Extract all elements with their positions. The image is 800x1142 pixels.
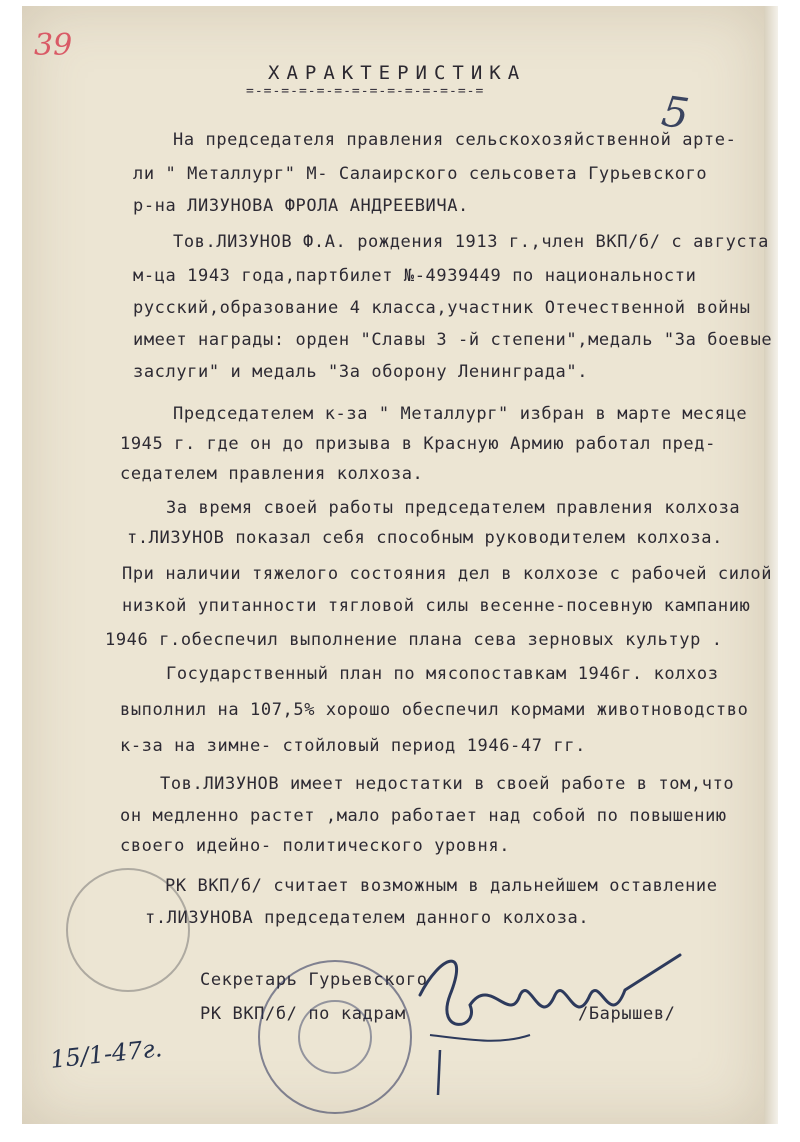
- body-line: он медленно растет ,мало работает над собой по повышению: [120, 806, 727, 826]
- body-line: 1945 г. где он до призыва в Красную Армию работал пред-: [120, 434, 716, 454]
- body-line: низкой упитанности тягловой силы весенне-посевную кампанию: [122, 596, 751, 616]
- body-line: т.ЛИЗУНОВ показал себя способным руководителем колхоза.: [127, 528, 723, 548]
- body-line: р-на ЛИЗУНОВА ФРОЛА АНДРЕЕВИЧА.: [133, 196, 469, 216]
- body-line: РК ВКП/б/ считает возможным в дальнейшем оставление: [165, 876, 718, 896]
- margin-note-handwritten: 5: [658, 86, 693, 139]
- title-underline: =-=-=-=-=-=-=-=-=-=-=-=-=-=: [246, 84, 485, 99]
- body-line: На председателя правления сельскохозяйственной арте-: [173, 130, 737, 150]
- stamp-inner-ring: [298, 1000, 372, 1074]
- signature-title-line2: РК ВКП/б/ по кадрам: [200, 1004, 406, 1024]
- body-line: т.ЛИЗУНОВА председателем данного колхоза.: [145, 908, 590, 928]
- body-line: За время своей работы председателем правления колхоза: [166, 498, 741, 518]
- body-line: м-ца 1943 года,партбилет №-4939449 по национальности: [133, 266, 697, 286]
- date-handwritten: 15/1-47г.: [48, 1034, 164, 1074]
- body-line: к-за на зимне- стойловый период 1946-47 гг.: [120, 736, 586, 756]
- signature-title-line1: Секретарь Гурьевского: [200, 970, 428, 990]
- faded-stamp: [66, 868, 190, 992]
- body-line: имеет награды: орден "Славы 3 -й степени",медаль "За боевые: [133, 330, 773, 350]
- body-line: заслуги" и медаль "За оборону Ленинграда".: [133, 362, 589, 382]
- body-line: Тов.ЛИЗУНОВ имеет недостатки в своей работе в том,что: [160, 774, 735, 794]
- body-line: 1946 г.обеспечил выполнение плана сева зерновых культур .: [105, 630, 723, 650]
- page-number-handwritten: 39: [34, 28, 73, 63]
- body-line: своего идейно- политического уровня.: [120, 836, 511, 856]
- body-line: Председателем к-за " Металлург" избран в марте месяце: [173, 404, 748, 424]
- body-line: выполнил на 107,5% хорошо обеспечил кормами животноводство: [120, 700, 749, 720]
- body-line: ли " Металлург" М- Салаирского сельсовета Гурьевского: [133, 164, 708, 184]
- body-line: седателем правления колхоза.: [120, 464, 424, 484]
- signatory-name: /Барышев/: [578, 1004, 676, 1024]
- party-committee-stamp: [258, 960, 412, 1114]
- body-line: русский,образование 4 класса,участник Отечественной войны: [133, 298, 751, 318]
- signature-scribble: [410, 935, 700, 1105]
- document-title: ХАРАКТЕРИСТИКА: [268, 62, 527, 84]
- body-line: Государственный план по мясопоставкам 1946г. колхоз: [166, 664, 719, 684]
- body-line: Тов.ЛИЗУНОВ Ф.А. рождения 1913 г.,член ВКП/б/ с августа: [173, 232, 769, 252]
- body-line: При наличии тяжелого состояния дел в колхозе с рабочей силой: [122, 564, 773, 584]
